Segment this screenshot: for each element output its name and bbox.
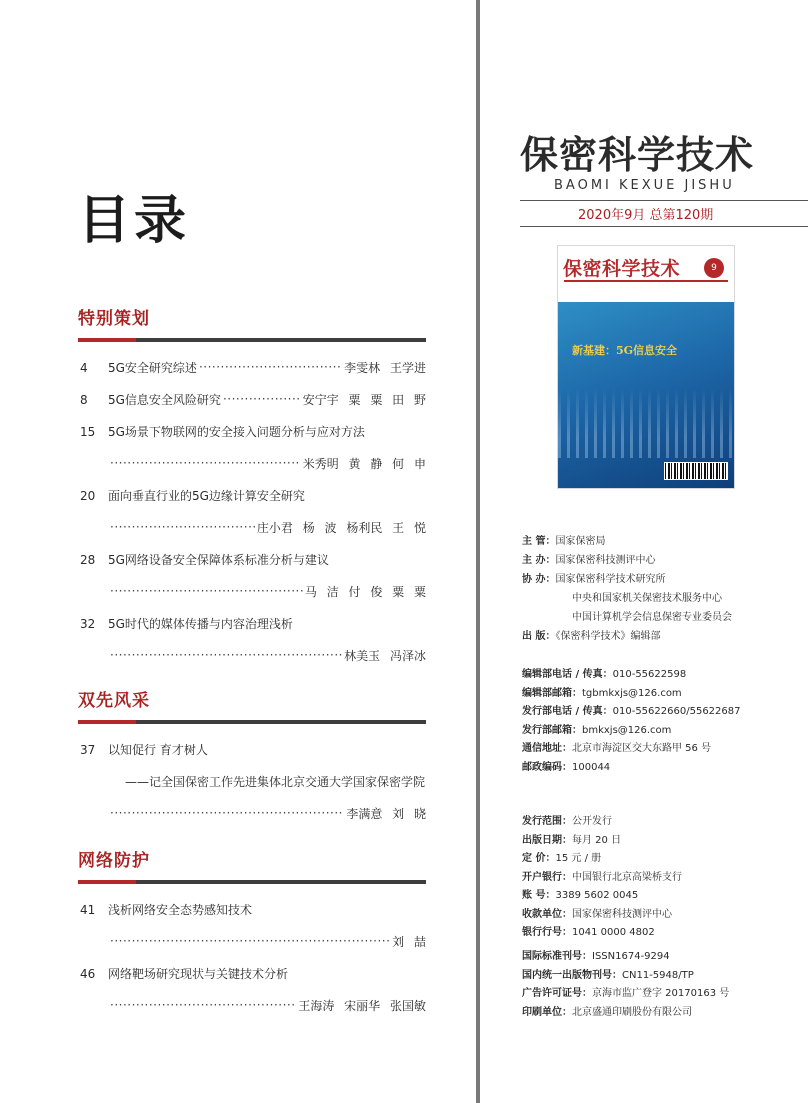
- info-value: 15 元 / 册: [555, 853, 602, 864]
- leader-dots: [110, 646, 342, 666]
- info-row: [522, 986, 729, 1002]
- info-label: 发行部邮箱：: [522, 724, 582, 736]
- toc-entry[interactable]: [78, 390, 426, 422]
- masthead-rule-bottom: [520, 226, 808, 227]
- info-value: 中央和国家机关保密技术服务中心: [572, 593, 722, 604]
- entry-authors: 王海涛 宋丽华 张国敏: [298, 999, 426, 1013]
- entry-page: 46: [80, 967, 96, 981]
- issue-line: 2020年9月 总第120期: [578, 208, 714, 223]
- info-row: [522, 741, 711, 757]
- info-label: 国内统一出版物刊号：: [522, 969, 622, 981]
- entry-title: 5G网络设备安全保障体系标准分析与建议: [108, 553, 329, 567]
- info-row: [522, 760, 610, 776]
- info-row: [522, 851, 601, 867]
- info-value: bmkxjs@126.com: [582, 724, 672, 736]
- entry-authors: 米秀明 黄 静 何 申: [302, 457, 426, 471]
- info-label: 出版日期：: [522, 834, 572, 846]
- toc-entry[interactable]: [78, 614, 426, 646]
- toc-entry-authors-line: [78, 518, 426, 550]
- leader-dots: [110, 518, 255, 538]
- toc-entry[interactable]: [78, 550, 426, 582]
- toc-entry-authors-line: [78, 932, 426, 964]
- entry-title: 以知促行 育才树人: [108, 743, 208, 757]
- info-label: 银行行号：: [522, 927, 572, 938]
- info-row: [522, 949, 670, 965]
- leader-dots: [110, 996, 296, 1016]
- section-heading: 网络防护: [78, 851, 150, 871]
- entry-subtitle: ——记全国保密工作先进集体北京交通大学国家保密学院: [125, 775, 426, 789]
- entry-page: 32: [80, 617, 96, 631]
- section-heading: 特别策划: [78, 309, 150, 329]
- info-label: 账 号：: [522, 890, 556, 901]
- info-row: [522, 629, 660, 645]
- info-label: 出 版：: [522, 631, 556, 642]
- info-value: 国家保密科技测评中心: [572, 908, 672, 920]
- leader-dots: [110, 582, 303, 602]
- info-row: [522, 704, 741, 720]
- info-row: [522, 610, 732, 626]
- info-row: [522, 686, 682, 702]
- entry-authors: 林美玉 冯泽冰: [344, 649, 426, 663]
- info-label: 主 管：: [522, 536, 556, 547]
- toc-entry-authors-line: [78, 646, 426, 678]
- toc-section-network: [78, 850, 426, 1028]
- info-value: 每月 20 日: [572, 834, 622, 846]
- toc-section-special: [78, 308, 426, 678]
- toc-section-shuangxian: [78, 690, 426, 836]
- entry-title: 5G时代的媒体传播与内容治理浅析: [108, 617, 293, 631]
- section-rule: [78, 880, 426, 884]
- info-value: 京海市监广登字 20170163 号: [592, 988, 730, 999]
- entry-page: 4: [80, 361, 88, 375]
- info-label: 邮政编码：: [522, 761, 572, 773]
- info-row: [522, 907, 672, 923]
- info-value: 公开发行: [572, 816, 612, 827]
- info-row: [522, 534, 605, 550]
- info-value: ISSN1674-9294: [592, 951, 670, 962]
- entry-title: 浅析网络安全态势感知技术: [108, 903, 253, 917]
- magazine-pinyin: BAOMI KEXUE JISHU: [554, 178, 735, 193]
- info-row: [522, 1005, 692, 1021]
- info-value: 010-55622598: [612, 669, 687, 680]
- info-label: 编辑部邮箱：: [522, 687, 582, 699]
- entry-title: 5G安全研究综述: [108, 361, 197, 375]
- entry-page: 20: [80, 489, 96, 503]
- cover-title: 保密科学技术: [563, 258, 681, 280]
- entry-page: 15: [80, 425, 96, 439]
- info-label: 国际标准刊号：: [522, 951, 592, 962]
- info-label: 收款单位：: [522, 908, 572, 920]
- leader-dots: [199, 358, 342, 378]
- info-label: 通信地址：: [522, 743, 572, 754]
- info-value: 《保密科学技术》编辑部: [555, 631, 661, 642]
- entry-title: 网络靶场研究现状与关键技术分析: [108, 967, 289, 981]
- toc-entry[interactable]: [78, 900, 426, 932]
- entry-page: 41: [80, 903, 96, 917]
- cover-issue-badge: 9: [704, 258, 724, 278]
- entry-authors: 刘 喆: [392, 935, 426, 949]
- entry-title: 5G信息安全风险研究: [108, 393, 221, 407]
- section-rule: [78, 338, 426, 342]
- entry-title: 面向垂直行业的5G边缘计算安全研究: [108, 489, 305, 503]
- info-value: 100044: [572, 761, 611, 773]
- info-row: [522, 968, 694, 984]
- leader-dots: [110, 454, 301, 474]
- info-value: 北京市海淀区交大东路甲 56 号: [572, 743, 712, 754]
- info-label: 主 办：: [522, 555, 556, 566]
- info-row: [522, 814, 612, 830]
- leader-dots: [110, 804, 344, 824]
- info-value: 国家保密局: [555, 536, 606, 547]
- cover-rule: [564, 280, 728, 282]
- toc-entry-authors-line: [78, 996, 426, 1028]
- entry-page: 28: [80, 553, 96, 567]
- toc-entry[interactable]: [78, 358, 426, 390]
- info-value: 中国计算机学会信息保密专业委员会: [572, 612, 732, 623]
- info-row: [522, 591, 722, 607]
- info-value: 北京盛通印刷股份有限公司: [572, 1006, 692, 1018]
- toc-entry[interactable]: [78, 486, 426, 518]
- info-row: [522, 833, 621, 849]
- info-value: 国家保密科学技术研究所: [555, 574, 666, 585]
- toc-entry-authors-line: [78, 582, 426, 614]
- info-label: 印刷单位：: [522, 1006, 572, 1018]
- info-label: 编辑部电话 / 传真：: [522, 669, 613, 680]
- entry-authors: 李满意 刘 晓: [346, 807, 426, 821]
- cover-thumbnail: [558, 246, 734, 488]
- info-value: 中国银行北京高梁桥支行: [572, 871, 682, 883]
- info-value: 010-55622660/55622687: [612, 706, 741, 717]
- section-heading: 双先风采: [78, 691, 150, 711]
- toc-entry-subtitle: [78, 772, 426, 804]
- info-label: 开户银行：: [522, 871, 572, 883]
- toc-entry[interactable]: [78, 422, 426, 454]
- info-row: [522, 723, 671, 739]
- info-label: 发行范围：: [522, 816, 572, 827]
- info-row: [522, 888, 638, 904]
- info-value: 1041 0000 4802: [572, 927, 655, 938]
- toc-entry[interactable]: [78, 740, 426, 772]
- entry-authors: 安宁宇 粟 粟 田 野: [302, 393, 426, 407]
- cover-banner: 新基建：5G信息安全: [572, 344, 678, 357]
- toc-entry-authors-line: [78, 454, 426, 486]
- entry-authors: 庄小君 杨 波 杨利民 王 悦: [256, 521, 426, 535]
- info-row: [522, 925, 655, 941]
- info-label: 广告许可证号：: [522, 988, 592, 999]
- info-label: 发行部电话 / 传真：: [522, 706, 613, 717]
- barcode-icon: [664, 462, 728, 480]
- entry-title: 5G场景下物联网的安全接入问题分析与应对方法: [108, 425, 365, 439]
- magazine-title: 保密科学技术: [520, 132, 755, 177]
- info-row: [522, 572, 665, 588]
- entry-page: 37: [80, 743, 96, 757]
- section-rule: [78, 720, 426, 724]
- info-row: [522, 870, 682, 886]
- info-value: 3389 5602 0045: [555, 890, 639, 901]
- toc-title: 目录: [78, 190, 191, 251]
- entry-authors: 李雯林 王学进: [344, 361, 426, 375]
- info-label: 协 办：: [522, 574, 556, 585]
- masthead-rule-top: [520, 200, 808, 201]
- info-value: tgbmkxjs@126.com: [582, 687, 682, 699]
- cover-city-image: [558, 302, 734, 488]
- entry-authors: 马 洁 付 俊 粟 粟: [304, 585, 426, 599]
- info-row: [522, 553, 655, 569]
- info-label: 定 价：: [522, 853, 556, 864]
- info-value: 国家保密科技测评中心: [555, 555, 656, 566]
- info-row: [522, 667, 686, 683]
- toc-entry-authors-line: [78, 804, 426, 836]
- leader-dots: [110, 932, 390, 952]
- leader-dots: [223, 390, 301, 410]
- center-divider: [476, 0, 480, 1103]
- entry-page: 8: [80, 393, 88, 407]
- toc-entry[interactable]: [78, 964, 426, 996]
- info-value: CN11-5948/TP: [622, 969, 694, 981]
